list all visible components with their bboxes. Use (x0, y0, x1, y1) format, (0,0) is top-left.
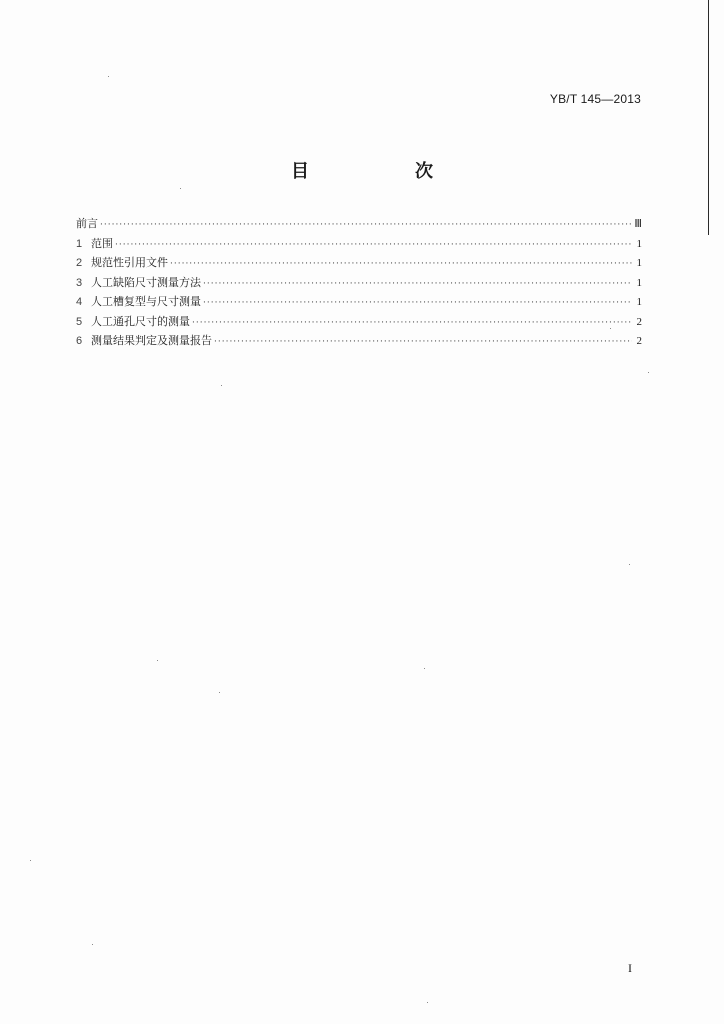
toc-entry-label: 人工槽复型与尺寸测量 (91, 295, 201, 308)
toc-entry-number: 3 (76, 276, 83, 289)
toc-entry-number: 5 (76, 315, 83, 328)
toc-entry-1[interactable] (76, 234, 642, 254)
toc-leader-dots (203, 275, 632, 295)
scan-speck (610, 328, 611, 329)
standard-code: YB/T 145—2013 (549, 92, 641, 106)
toc-entry-number: 1 (76, 237, 83, 250)
toc-leader-dots (100, 216, 632, 236)
scan-speck (157, 660, 158, 661)
toc-entry-2[interactable] (76, 253, 642, 273)
toc-entry-number: 6 (76, 335, 83, 347)
scan-speck (219, 692, 220, 693)
toc-entry-foreword[interactable] (76, 214, 642, 234)
toc-entry-page: 1 (636, 296, 642, 308)
toc-entry-page: 1 (636, 257, 642, 269)
toc-entry-6[interactable] (76, 331, 642, 351)
toc-entry-page: 2 (636, 335, 642, 347)
toc-entry-4[interactable] (76, 292, 642, 312)
scan-speck (424, 668, 425, 669)
scan-speck (221, 385, 222, 386)
scan-edge-line (708, 0, 709, 235)
toc-title: 目 次 (291, 161, 477, 182)
scan-speck (629, 564, 630, 565)
toc-entry-page: Ⅲ (634, 218, 642, 230)
scan-speck (427, 1002, 428, 1003)
page-number: I (628, 961, 632, 975)
toc-entry-3[interactable] (76, 273, 642, 293)
scan-speck (648, 372, 649, 373)
toc-entry-number: 2 (76, 257, 83, 269)
toc-entry-label: 规范性引用文件 (91, 256, 168, 269)
scan-speck (92, 944, 93, 945)
toc-entry-label: 人工缺陷尺寸测量方法 (91, 275, 201, 289)
toc-entry-label: 范围 (91, 236, 113, 250)
toc-leader-dots (214, 333, 632, 353)
toc-entry-label: 人工通孔尺寸的测量 (91, 314, 190, 328)
toc-leader-dots (192, 314, 632, 334)
toc-entry-number: 4 (76, 296, 83, 308)
table-of-contents (76, 214, 642, 351)
toc-entry-5[interactable] (76, 312, 642, 332)
toc-leader-dots (115, 236, 632, 256)
toc-entry-label: 测量结果判定及测量报告 (91, 334, 212, 347)
scan-speck (30, 860, 31, 861)
toc-leader-dots (203, 294, 632, 314)
toc-entry-page: 2 (636, 315, 642, 328)
scan-speck (180, 188, 181, 189)
scan-speck (108, 76, 109, 77)
toc-leader-dots (170, 255, 632, 275)
toc-entry-page: 1 (636, 276, 642, 289)
toc-entry-label: 前言 (76, 217, 98, 230)
toc-entry-page: 1 (636, 237, 642, 250)
